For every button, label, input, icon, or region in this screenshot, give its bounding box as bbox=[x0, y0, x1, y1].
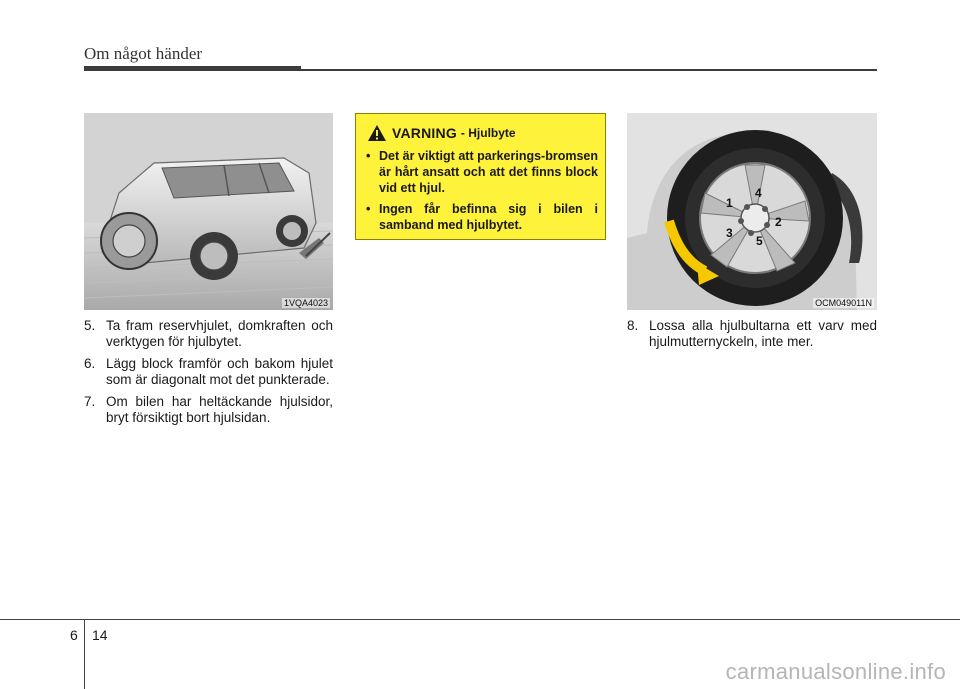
warning-title: VARNING bbox=[392, 125, 457, 141]
step-item bbox=[84, 356, 333, 387]
step-number: 5. bbox=[84, 318, 96, 333]
suv-jack-illustration bbox=[84, 113, 333, 310]
wheel-nuts-illustration bbox=[627, 113, 877, 310]
watermark-text: carmanualsonline.info bbox=[725, 659, 946, 684]
nut-label-2: 2 bbox=[775, 215, 782, 229]
nut-label-4: 4 bbox=[755, 186, 762, 200]
header-rule-thin bbox=[301, 69, 877, 71]
nut-label-1: 1 bbox=[726, 196, 733, 210]
step-item bbox=[84, 318, 333, 349]
nut-label-5: 5 bbox=[756, 234, 763, 248]
warning-triangle-icon bbox=[368, 125, 386, 141]
figure-code-right: OCM049011N bbox=[815, 298, 872, 308]
step-number: 8. bbox=[627, 318, 639, 333]
step-text: Lossa alla hjulbultarna ett varv med hjulmutternyckeln, inte mer. bbox=[649, 318, 877, 349]
step-number: 6. bbox=[84, 356, 96, 371]
warning-list bbox=[365, 148, 598, 238]
page-header-title: Om något händer bbox=[84, 44, 203, 63]
warning-item: • Det är viktigt att parkerings-bromsen är hårt ansatt och att det finns block vid ett hjul. bbox=[365, 148, 598, 196]
footer-rule-horizontal bbox=[0, 619, 960, 620]
step-text: Lägg block framför och bakom hjulet som är diagonalt mot det punkterade. bbox=[106, 356, 333, 387]
suv-jack-drawing bbox=[84, 113, 333, 310]
steps-list-right bbox=[627, 318, 877, 356]
steps-list-left bbox=[84, 318, 333, 432]
nut-label-3: 3 bbox=[726, 226, 733, 240]
header-rule-thick bbox=[84, 66, 301, 71]
warning-subtitle: - Hjulbyte bbox=[460, 126, 516, 140]
step-number: 7. bbox=[84, 394, 96, 409]
wheel-drawing bbox=[627, 113, 877, 310]
warning-box bbox=[355, 113, 606, 240]
step-item bbox=[627, 318, 877, 349]
step-text: Om bilen har heltäckande hjulsidor, bryt försiktigt bort hjulsidan. bbox=[106, 394, 333, 425]
step-text: Ta fram reservhjulet, domkraften och verktygen för hjulbytet. bbox=[106, 318, 333, 349]
page-number: 14 bbox=[92, 627, 108, 643]
footer-rule-vertical bbox=[84, 620, 85, 689]
step-item bbox=[84, 394, 333, 425]
warning-heading bbox=[368, 125, 516, 141]
warning-item: • Ingen får befinna sig i bilen i samband med hjulbytet. bbox=[365, 201, 598, 233]
page-section-number: 6 bbox=[70, 627, 78, 643]
figure-code-left: 1VQA4023 bbox=[283, 298, 328, 308]
